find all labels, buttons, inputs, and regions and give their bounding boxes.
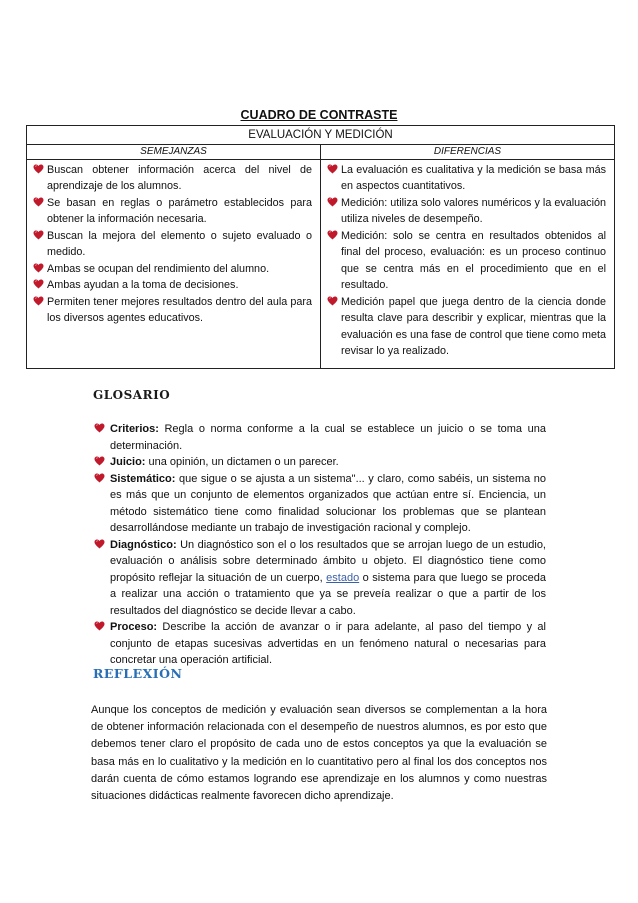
heart-icon — [327, 164, 338, 174]
glossary-definition: Describe la acción de avanzar o ir para adelante, al paso del tiempo y al conjunto de etapas sucesivas advertidas en un fenómeno natural o necesarias para concretar una operación artificial. — [110, 621, 546, 666]
glossary-definition-continued: o sistema para que luego se proceda a realizar una acción o tratamiento que ya se preveía realizar o que a partir de los resultados del diagnóstico se decide llevar a cabo. — [110, 571, 546, 617]
list-item: La evaluación es cualitativa y la medición se basa más en aspectos cuantitativos. — [327, 162, 606, 195]
column-header-diferencias: DIFERENCIAS — [321, 144, 615, 159]
semejanzas-list — [27, 160, 320, 335]
diferencias-list — [321, 160, 614, 368]
column-header-semejanzas: SEMEJANZAS — [27, 144, 321, 159]
glossary-definition: Un diagnóstico son el o los resultados que se arrojan luego de un estudio, evaluación o análisis sobre determinado ámbito u objeto. El diagnóstico tiene como propósito reflejar la situación de un cuerpo, — [110, 538, 546, 584]
glossary-term: Juicio: — [110, 456, 146, 468]
list-item: Medición papel que juega dentro de la ciencia donde resulta clave para describir y explicar, mientras que la evaluación es una fase de control que tiene como meta revisar lo ya realizado. — [327, 294, 606, 360]
contrast-table — [26, 125, 615, 369]
glosario-title: GLOSARIO — [93, 388, 171, 402]
heart-icon — [94, 539, 105, 549]
glossary-item — [93, 421, 546, 454]
heart-icon — [94, 423, 105, 433]
list-item: Se basan en reglas o parámetro establecidos para obtener la información necesaria. — [33, 195, 312, 228]
heart-icon — [33, 296, 44, 306]
reflexion-title: REFLEXIÓN — [93, 666, 183, 681]
heart-icon — [33, 197, 44, 207]
glosario-list — [93, 421, 546, 669]
list-item: Permiten tener mejores resultados dentro del aula para los diversos agentes educativos. — [33, 294, 312, 327]
list-item: Medición: utiliza solo valores numéricos y la evaluación utiliza niveles de desempeño. — [327, 195, 606, 228]
glossary-item — [93, 454, 546, 471]
heart-icon — [33, 230, 44, 240]
glossary-item — [93, 537, 546, 620]
heart-icon — [94, 473, 105, 483]
heart-icon — [327, 296, 338, 306]
heart-icon — [33, 263, 44, 273]
heart-icon — [33, 164, 44, 174]
semejanzas-cell — [27, 159, 321, 368]
glossary-definition: Regla o norma conforme a la cual se establece un juicio o se toma una determinación. — [110, 423, 546, 452]
list-item: Medición: solo se centra en resultados obtenidos al final del proceso, evaluación: es un proceso continuo que se centra más en el procedimiento que en el resultado. — [327, 228, 606, 294]
heart-icon — [327, 230, 338, 240]
table-heading: EVALUACIÓN Y MEDICIÓN — [27, 126, 615, 145]
glossary-definition: una opinión, un dictamen o un parecer. — [145, 456, 339, 468]
glossary-definition: que sigue o se ajusta a un sistema"... y claro, como sabéis, un sistema no es más que un conjunto de elementos organizados que actúan entre sí. Enciencia, un método sistemático tiene como finalidad solucionar los problemas que se plantean desarrollándose mediante un trabajo de investigación racional y complejo. — [110, 472, 546, 534]
glossary-item — [93, 471, 546, 537]
heart-icon — [327, 197, 338, 207]
diferencias-cell — [321, 159, 615, 368]
heart-icon — [33, 279, 44, 289]
glossary-term: Sistemático: — [110, 472, 176, 485]
glossary-term: Criterios: — [110, 423, 159, 435]
page-title: CUADRO DE CONTRASTE — [240, 108, 398, 122]
glossary-term: Diagnóstico: — [110, 538, 177, 551]
list-item: Buscan la mejora del elemento o sujeto evaluado o medido. — [33, 228, 312, 261]
list-item: Ambas ayudan a la toma de decisiones. — [33, 277, 312, 294]
glossary-item — [93, 619, 546, 669]
estado-link[interactable]: estado — [326, 571, 360, 584]
list-item: Ambas se ocupan del rendimiento del alumno. — [33, 261, 312, 278]
glossary-term: Proceso: — [110, 621, 158, 633]
heart-icon — [94, 621, 105, 631]
list-item: Buscan obtener información acerca del nivel de aprendizaje de los alumnos. — [33, 162, 312, 195]
reflexion-paragraph: Aunque los conceptos de medición y evaluación sean diversos se complementan a la hora de obtener información relacionada con el desempeño de nuestros alumnos, es por esto que debemos tener claro el propósito de cada uno de estos conceptos ya que la evaluación se basa más en lo cualitativo y la medición en lo cuantitativo pero al final los dos conceptos nos darán cuenta de cómo estamos logrando ese aprendizaje en los alumnos y como nuestras situaciones didácticas realmente favorecen dicho aprendizaje. — [91, 704, 547, 803]
heart-icon — [94, 456, 105, 466]
